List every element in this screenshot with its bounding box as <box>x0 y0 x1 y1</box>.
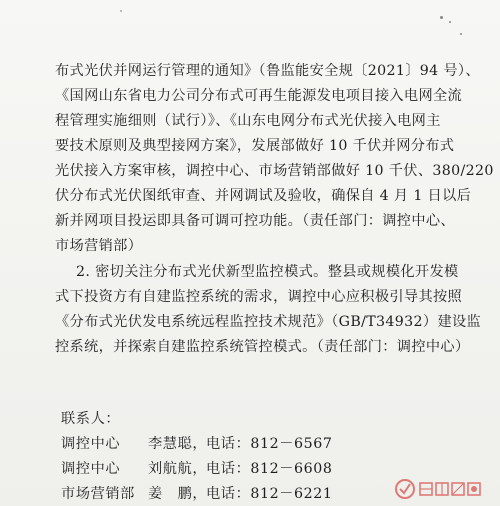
text-line: 市场营销部） <box>55 238 143 254</box>
scan-speck <box>120 10 122 12</box>
text-line: 要技术原则及典型接网方案》，发展部做好 10 千伏并网分布式 <box>55 138 455 154</box>
text-line: 2. 密切关注分布式光伏新型监控模式。整县或规模化开发模 <box>76 264 459 280</box>
scan-speck <box>449 21 451 23</box>
contact-phone: 电话：812－6567 <box>206 436 333 452</box>
contacts-heading <box>0 408 500 428</box>
contact-department: 市场营销部 <box>61 486 135 502</box>
text-line: 式下投资方有自建监控系统的需求，调控中心应积极引导其按照 <box>55 289 463 305</box>
scan-speck <box>440 16 443 19</box>
contact-row <box>0 458 500 478</box>
text-line: 《分布式光伏发电系统远程监控技术规范》（GB/T34932）建设监 <box>55 314 482 330</box>
contacts-heading-label: 联系人： <box>61 411 121 427</box>
scan-speck <box>460 33 462 35</box>
text-line: 新并网项目投运即具备可调可控功能。（责任部门：调控中心、 <box>55 213 455 229</box>
contact-phone: 电话：812－6221 <box>206 486 333 502</box>
contact-name: 姜 鹏， <box>148 486 208 502</box>
contact-name: 李慧聪， <box>148 436 208 452</box>
contact-name: 刘航航， <box>148 461 208 477</box>
text-line: 《国网山东省电力公司分布式可再生能源发电项目接入电网全流 <box>55 88 463 104</box>
platform-watermark-logo <box>394 476 494 502</box>
contact-phone: 电话：812－6608 <box>206 461 333 477</box>
contact-department: 调控中心 <box>61 436 121 452</box>
contact-department: 调控中心 <box>61 461 121 477</box>
contact-row <box>0 433 500 453</box>
text-line: 程管理实施细则（试行）》、《山东电网分布式光伏接入电网主 <box>55 113 441 129</box>
text-line: 伏分布式光伏图纸审查、并网调试及验收，确保自 4 月 1 日以后 <box>55 188 472 204</box>
text-line: 控系统，并探索自建监控系统管控模式。（责任部门：调控中心） <box>55 339 470 355</box>
text-line: 光伏接入方案审核，调控中心、市场营销部做好 10 千伏、380/220 <box>55 163 494 179</box>
text-line: 布式光伏并网运行管理的通知》（鲁监能安全规〔2021〕94 号）、 <box>55 63 480 79</box>
